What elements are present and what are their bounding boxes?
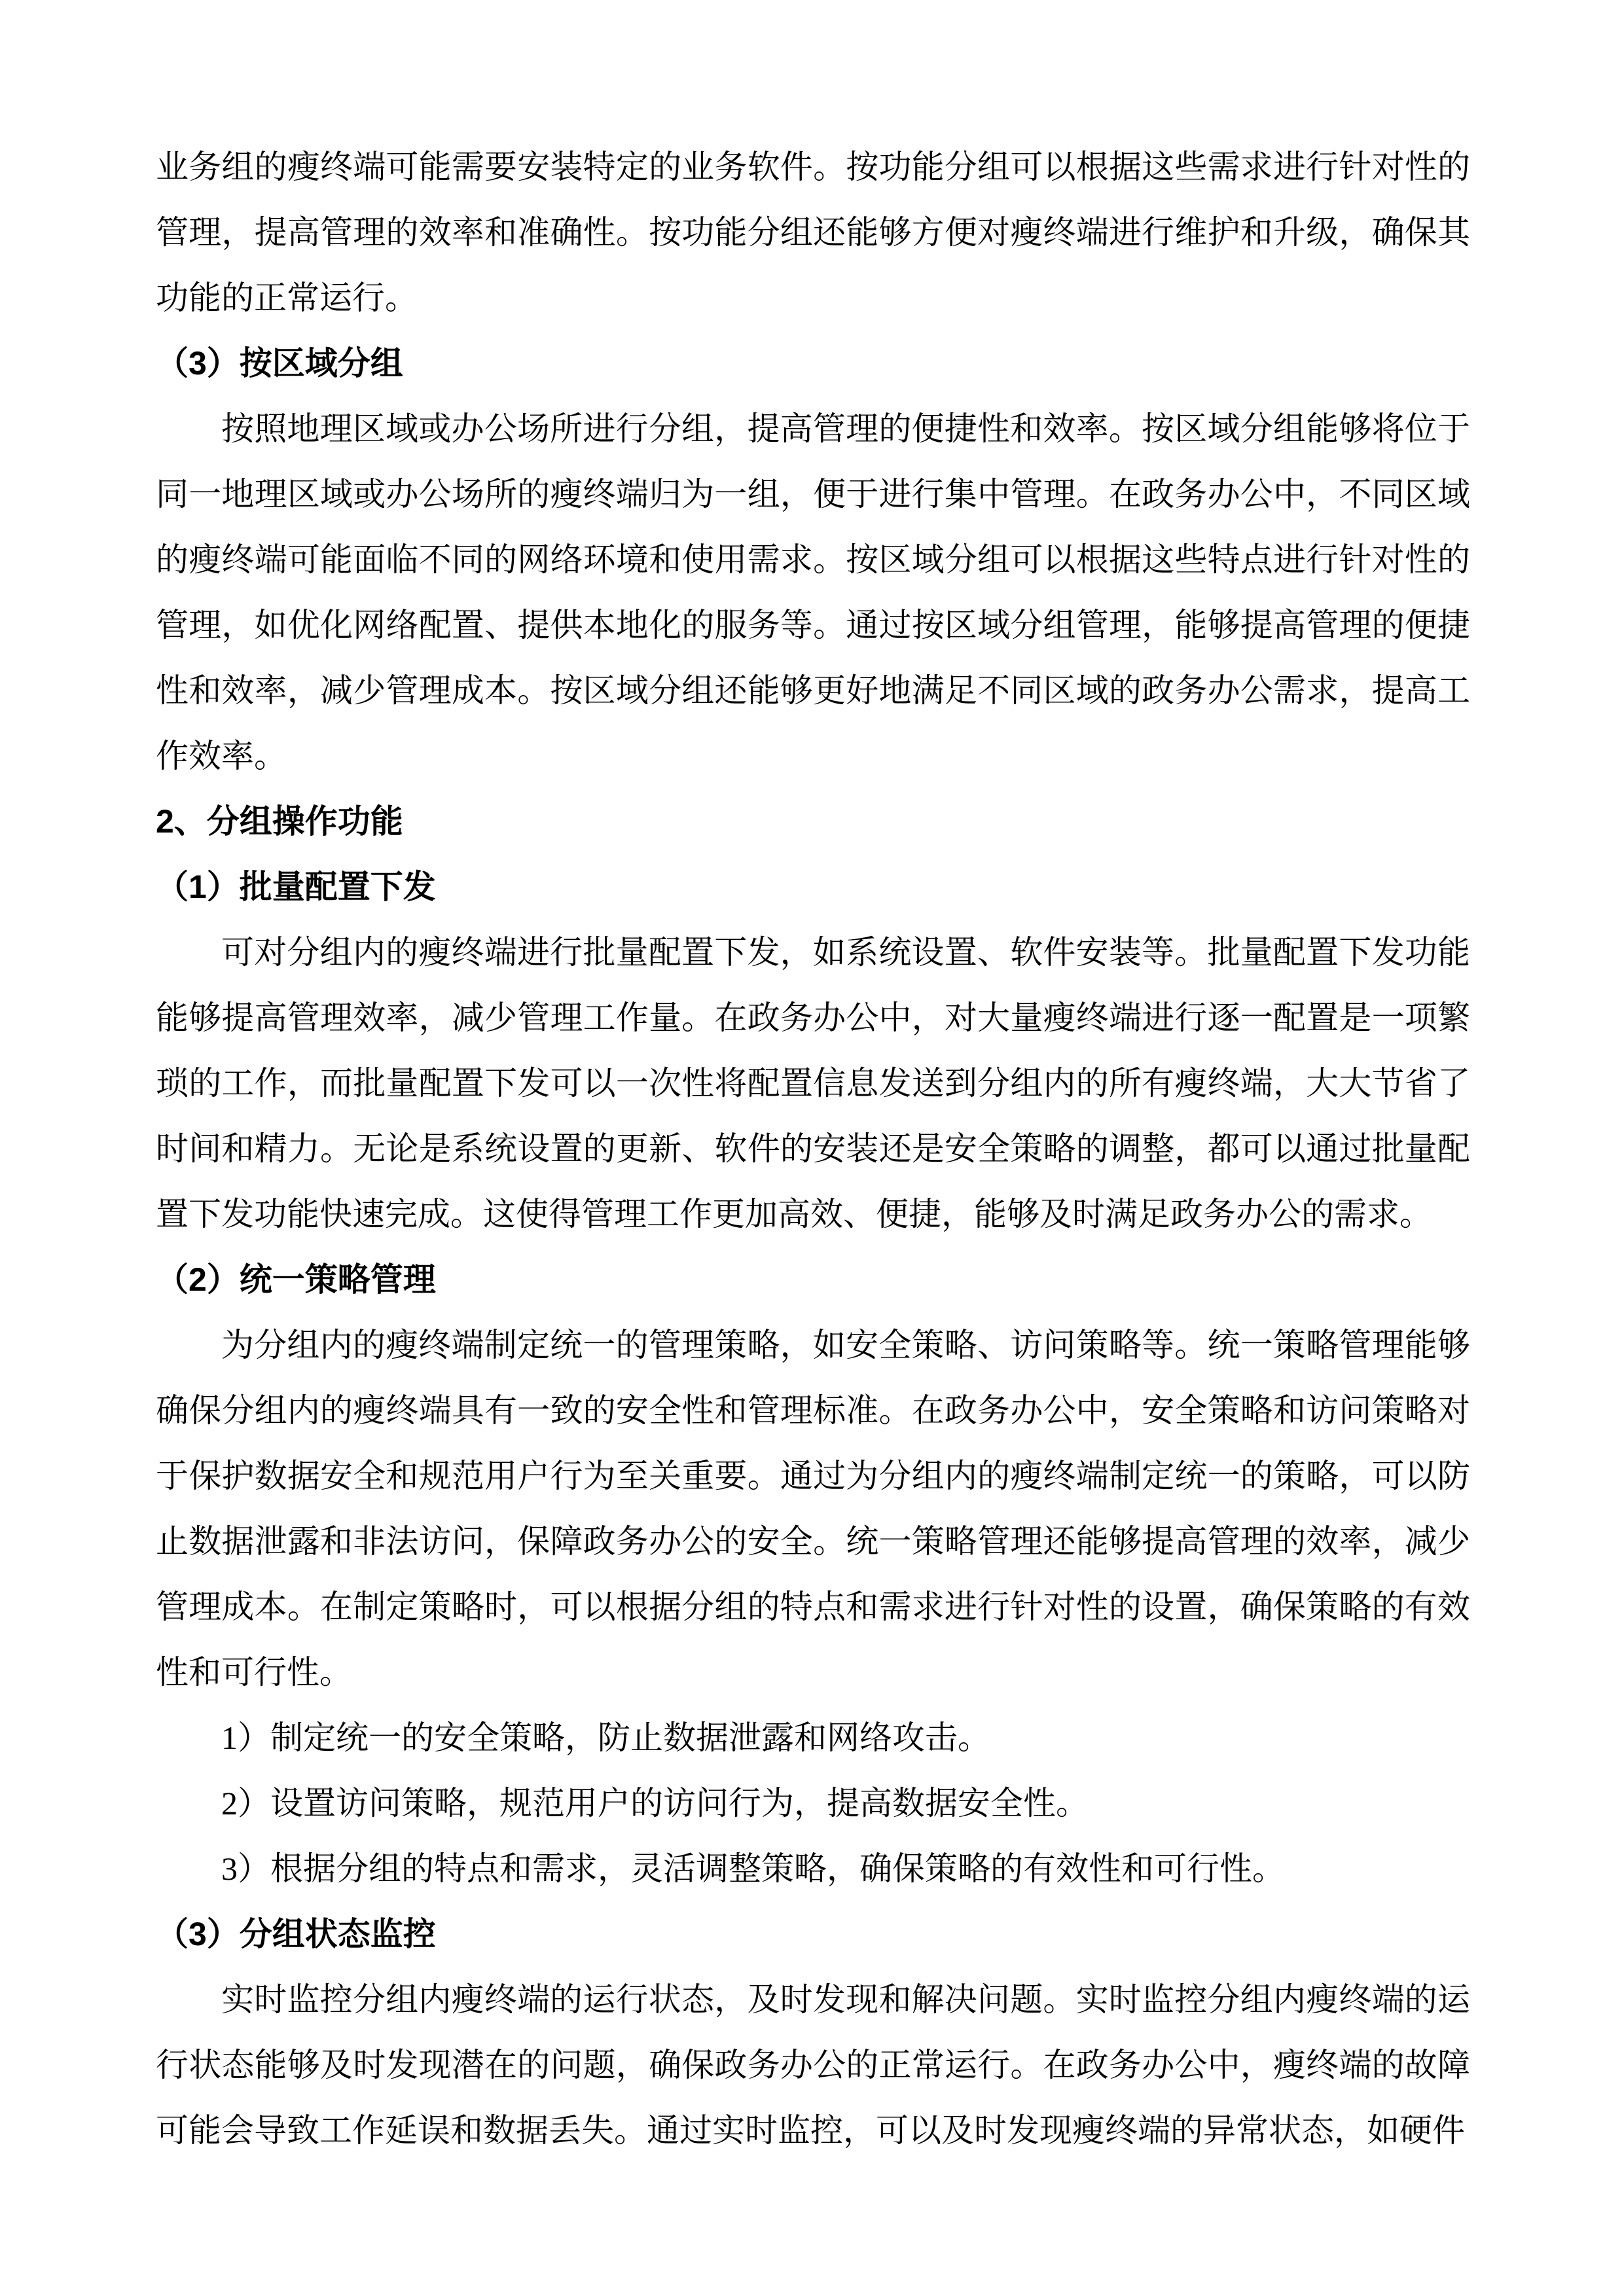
heading-region-grouping: （3）按区域分组 bbox=[156, 345, 403, 382]
heading-batch-config-push: （1）批量配置下发 bbox=[156, 869, 436, 905]
paragraph-unified-policy-management: 为分组内的瘦终端制定统一的管理策略，如安全策略、访问策略等。统一策略管理能够确保分组内的瘦终端具有一致的安全性和管理标准。在政务办公中，安全策略和访问策略对于保护数据安全和规范用户行为至关重要。通过为分组内的瘦终端制定统一的策略，可以防止数据泄露和非法访问，保障政务办公的安全。统一策略管理还能够提高管理的效率，减少管理成本。在制定策略时，可以根据分组的特点和需求进行针对性的设置，确保策略的有效性和可行性。 bbox=[156, 1327, 1470, 1691]
list-item-access-policy: 2）设置访问策略，规范用户的访问行为，提高数据安全性。 bbox=[221, 1785, 1089, 1821]
list-item-security-policy: 1）制定统一的安全策略，防止数据泄露和网络攻击。 bbox=[221, 1719, 990, 1756]
heading-group-status-monitoring: （3）分组状态监控 bbox=[156, 1916, 436, 1952]
paragraph-region-grouping: 按照地理区域或办公场所进行分组，提高管理的便捷性和效率。按区域分组能够将位于同一地理区域或办公场所的瘦终端归为一组，便于进行集中管理。在政务办公中，不同区域的瘦终端可能面临不同的网络环境和使用需求。按区域分组可以根据这些特点进行针对性的管理，如优化网络配置、提供本地化的服务等。通过按区域分组管理，能够提高管理的便捷性和效率，减少管理成本。按区域分组还能够更好地满足不同区域的政务办公需求，提高工作效率。 bbox=[156, 410, 1470, 774]
list-item-flexible-policy-adjust: 3）根据分组的特点和需求，灵活调整策略，确保策略的有效性和可行性。 bbox=[221, 1850, 1285, 1887]
heading-unified-policy-management: （2）统一策略管理 bbox=[156, 1261, 436, 1298]
heading-group-operation-functions: 2、分组操作功能 bbox=[156, 803, 403, 840]
paragraph-batch-config-push: 可对分组内的瘦终端进行批量配置下发，如系统设置、软件安装等。批量配置下发功能能够提高管理效率，减少管理工作量。在政务办公中，对大量瘦终端进行逐一配置是一项繁琐的工作，而批量配置下发可以一次性将配置信息发送到分组内的所有瘦终端，大大节省了时间和精力。无论是系统设置的更新、软件的安装还是安全策略的调整，都可以通过批量配置下发功能快速完成。这使得管理工作更加高效、便捷，能够及时满足政务办公的需求。 bbox=[156, 934, 1470, 1232]
paragraph-group-status-monitoring: 实时监控分组内瘦终端的运行状态，及时发现和解决问题。实时监控分组内瘦终端的运行状态能够及时发现潜在的问题，确保政务办公的正常运行。在政务办公中，瘦终端的故障可能会导致工作延误和数据丢失。通过实时监控，可以及时发现瘦终端的异常状态，如硬件 bbox=[156, 1981, 1470, 2149]
paragraph-function-grouping-continuation: 业务组的瘦终端可能需要安装特定的业务软件。按功能分组可以根据这些需求进行针对性的管理，提高管理的效率和准确性。按功能分组还能够方便对瘦终端进行维护和升级，确保其功能的正常运行。 bbox=[156, 149, 1470, 316]
